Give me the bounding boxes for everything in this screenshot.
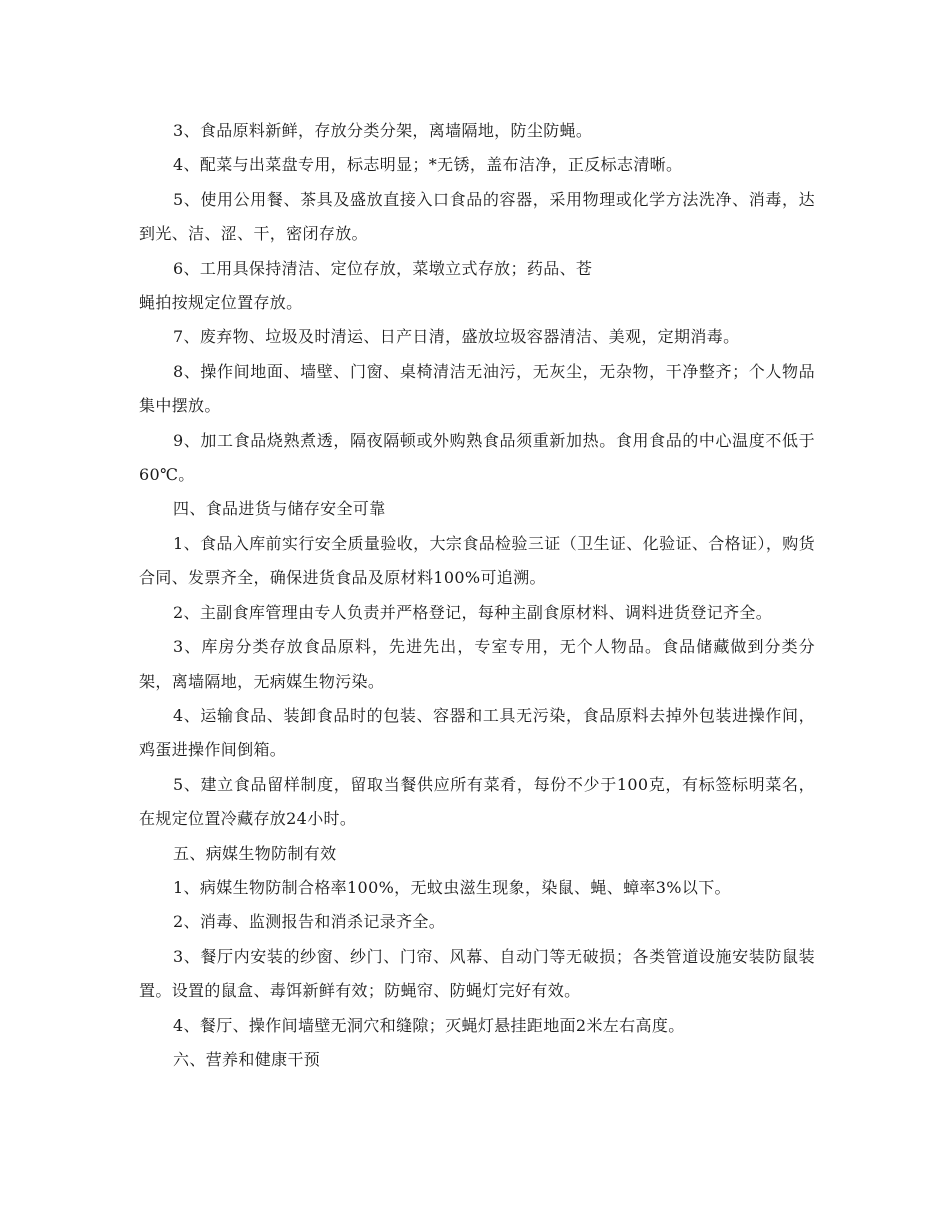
section-heading-6: 六、营养和健康干预 — [173, 1049, 321, 1069]
paragraph-item-9-cooking-temperature: 9、加工食品烧熟煮透，隔夜隔顿或外购熟食品须重新加热。食用食品的中心温度不低于60℃。 — [139, 430, 815, 485]
paragraph-item-5-sample-retention: 5、建立食品留样制度，留取当餐供应所有菜肴，每份不少于100克，有标签标明菜名，在规定位置冷藏存放24小时。 — [139, 774, 815, 829]
paragraph-item-4-serving-plates: 4、配菜与出菜盘专用，标志明显；*无锈，盖布洁净，正反标志清晰。 — [173, 155, 683, 175]
paragraph-item-4-walls-and-fly-lamps: 4、餐厅、操作间墙壁无洞穴和缝隙；灭蝇灯悬挂距地面2米左右高度。 — [173, 1015, 685, 1035]
paragraph-item-3-screens-and-traps: 3、餐厅内安装的纱窗、纱门、门帘、风幕、自动门等无破损；各类管道设施安装防鼠装置。设置的鼠盒、毒饵新鲜有效；防蝇帘、防蝇灯完好有效。 — [139, 946, 815, 1001]
paragraph-item-3-storeroom-classification: 3、库房分类存放食品原料，先进先出，专室专用，无个人物品。食品储藏做到分类分架，离墙隔地，无病媒生物污染。 — [139, 637, 815, 691]
paragraph-item-1-vector-control-rate: 1、病媒生物防制合格率100%，无蚊虫滋生现象，染鼠、蝇、蟑率3%以下。 — [173, 877, 731, 897]
section-heading-5: 五、病媒生物防制有效 — [173, 843, 337, 863]
paragraph-item-6-continuation: 蝇拍按规定位置存放。 — [139, 293, 303, 313]
paragraph-item-2-disinfection-records: 2、消毒、监测报告和消杀记录齐全。 — [173, 912, 446, 932]
paragraph-item-8-workroom-cleanliness: 8、操作间地面、墙壁、门窗、桌椅清洁无油污，无灰尘，无杂物，干净整齐；个人物品集中摆放。 — [139, 361, 815, 416]
paragraph-item-4-transport: 4、运输食品、装卸食品时的包装、容器和工具无污染，食品原料去掉外包装进操作间，鸡蛋进操作间倒箱。 — [139, 705, 815, 760]
paragraph-item-6-tools-storage: 6、工用具保持清洁、定位存放，菜墩立式存放；药品、苍 — [173, 258, 593, 278]
document-page — [139, 114, 815, 1077]
paragraph-item-1-acceptance-inspection: 1、食品入库前实行安全质量验收，大宗食品检验三证（卫生证、化验证、合格证），购货合同、发票齐全，确保进货食品及原材料100%可追溯。 — [139, 533, 815, 588]
paragraph-item-7-waste: 7、废弃物、垃圾及时清运、日产日清，盛放垃圾容器清洁、美观，定期消毒。 — [173, 327, 740, 347]
paragraph-item-5-tableware-disinfection: 5、使用公用餐、茶具及盛放直接入口食品的容器，采用物理或化学方法洗净、消毒，达到光、洁、涩、干，密闭存放。 — [139, 189, 815, 244]
paragraph-item-2-storeroom-management: 2、主副食库管理由专人负责并严格登记，每种主副食原材料、调料进货登记齐全。 — [173, 602, 773, 622]
section-heading-4: 四、食品进货与储存安全可靠 — [173, 499, 386, 519]
paragraph-item-3-food-materials: 3、食品原料新鲜，存放分类分架，离墙隔地，防尘防蝇。 — [173, 121, 593, 140]
